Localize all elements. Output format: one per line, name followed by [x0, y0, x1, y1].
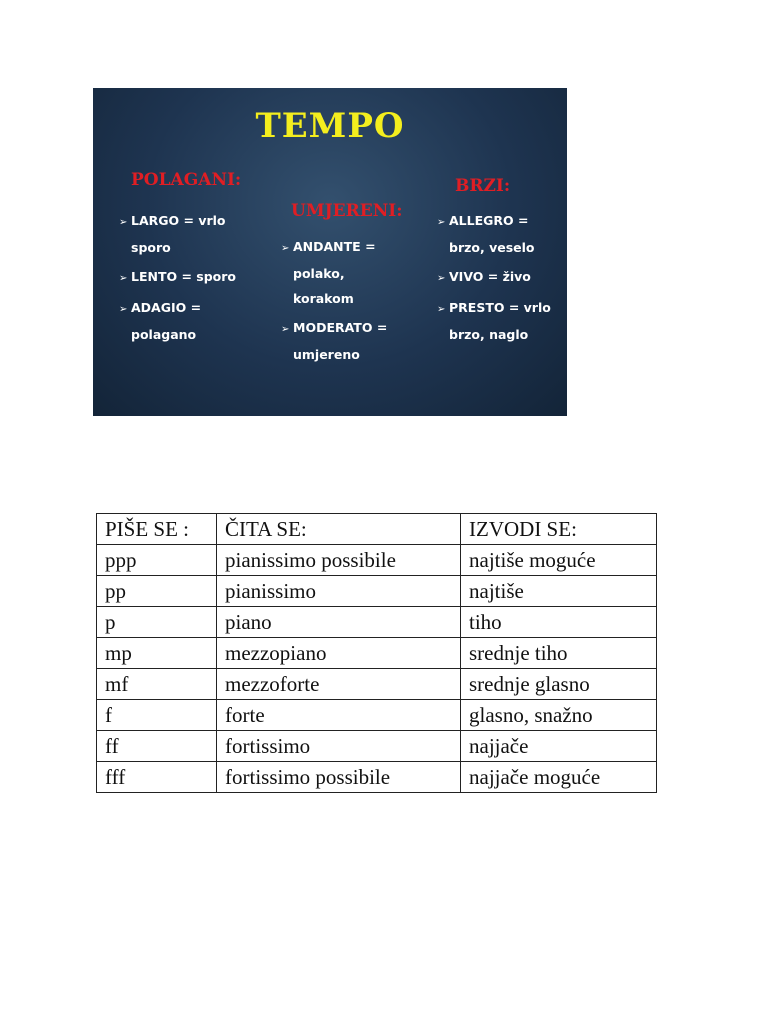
- meaning-cell: najtiše: [461, 576, 657, 607]
- tempo-item: [119, 208, 269, 260]
- arrow-bullet-icon: ➢: [281, 243, 290, 254]
- arrow-bullet-icon: ➢: [281, 324, 290, 335]
- meaning-cell: srednje glasno: [461, 669, 657, 700]
- tempo-term: PRESTO = vrlo: [449, 300, 551, 315]
- tempo-term: ADAGIO =: [131, 300, 202, 315]
- dynamics-table: [96, 513, 657, 793]
- arrow-bullet-icon: ➢: [437, 273, 446, 284]
- symbol-cell: ppp: [97, 545, 217, 576]
- symbol-cell: mf: [97, 669, 217, 700]
- column-brzi: [437, 208, 565, 351]
- tempo-meaning: brzo, veselo: [449, 240, 535, 255]
- tempo-meaning: brzo, naglo: [449, 327, 529, 342]
- tempo-term: ANDANTE =: [293, 239, 376, 254]
- arrow-bullet-icon: ➢: [119, 273, 128, 284]
- reading-cell: pianissimo possibile: [217, 545, 461, 576]
- table-header-row: [97, 514, 657, 545]
- table-row: [97, 669, 657, 700]
- symbol-cell: p: [97, 607, 217, 638]
- arrow-bullet-icon: ➢: [437, 217, 446, 228]
- slide-title: TEMPO: [255, 106, 405, 146]
- table-row: [97, 700, 657, 731]
- table-row: [97, 731, 657, 762]
- meaning-cell: srednje tiho: [461, 638, 657, 669]
- table-row: [97, 607, 657, 638]
- tempo-item: [437, 264, 565, 291]
- tempo-slide-image: [93, 88, 567, 416]
- tempo-meaning: polako, korakom: [293, 266, 354, 306]
- column-polagani: [119, 208, 269, 351]
- reading-cell: mezzoforte: [217, 669, 461, 700]
- tempo-meaning: sporo: [131, 240, 171, 255]
- heading-brzi: BRZI:: [455, 176, 511, 196]
- reading-cell: fortissimo: [217, 731, 461, 762]
- symbol-cell: mp: [97, 638, 217, 669]
- symbol-cell: ff: [97, 731, 217, 762]
- header-cita-se: ČITA SE:: [217, 514, 461, 545]
- tempo-term: ALLEGRO =: [449, 213, 529, 228]
- tempo-meaning: polagano: [131, 327, 197, 342]
- meaning-cell: glasno, snažno: [461, 700, 657, 731]
- symbol-cell: f: [97, 700, 217, 731]
- tempo-item: [281, 315, 421, 367]
- reading-cell: piano: [217, 607, 461, 638]
- arrow-bullet-icon: ➢: [119, 304, 128, 315]
- meaning-cell: najjače moguće: [461, 762, 657, 793]
- tempo-term: VIVO = živo: [449, 269, 531, 284]
- header-izvodi-se: IZVODI SE:: [461, 514, 657, 545]
- tempo-term: MODERATO =: [293, 320, 388, 335]
- tempo-item: [437, 208, 565, 260]
- tempo-item: [119, 295, 269, 347]
- tempo-meaning: umjereno: [293, 347, 360, 362]
- meaning-cell: najtiše moguće: [461, 545, 657, 576]
- reading-cell: forte: [217, 700, 461, 731]
- symbol-cell: pp: [97, 576, 217, 607]
- tempo-item: [281, 234, 421, 311]
- column-umjereni: [281, 234, 421, 371]
- tempo-item: [437, 295, 565, 347]
- table-row: [97, 545, 657, 576]
- tempo-term: LENTO = sporo: [131, 269, 237, 284]
- table-row: [97, 638, 657, 669]
- meaning-cell: najjače: [461, 731, 657, 762]
- tempo-term: LARGO = vrlo: [131, 213, 226, 228]
- symbol-cell: fff: [97, 762, 217, 793]
- heading-umjereni: UMJERENI:: [291, 201, 403, 221]
- reading-cell: pianissimo: [217, 576, 461, 607]
- arrow-bullet-icon: ➢: [437, 304, 446, 315]
- table-row: [97, 576, 657, 607]
- arrow-bullet-icon: ➢: [119, 217, 128, 228]
- header-pise-se: PIŠE SE :: [97, 514, 217, 545]
- heading-polagani: POLAGANI:: [131, 170, 242, 190]
- tempo-item: [119, 264, 269, 291]
- table-row: [97, 762, 657, 793]
- reading-cell: mezzopiano: [217, 638, 461, 669]
- meaning-cell: tiho: [461, 607, 657, 638]
- reading-cell: fortissimo possibile: [217, 762, 461, 793]
